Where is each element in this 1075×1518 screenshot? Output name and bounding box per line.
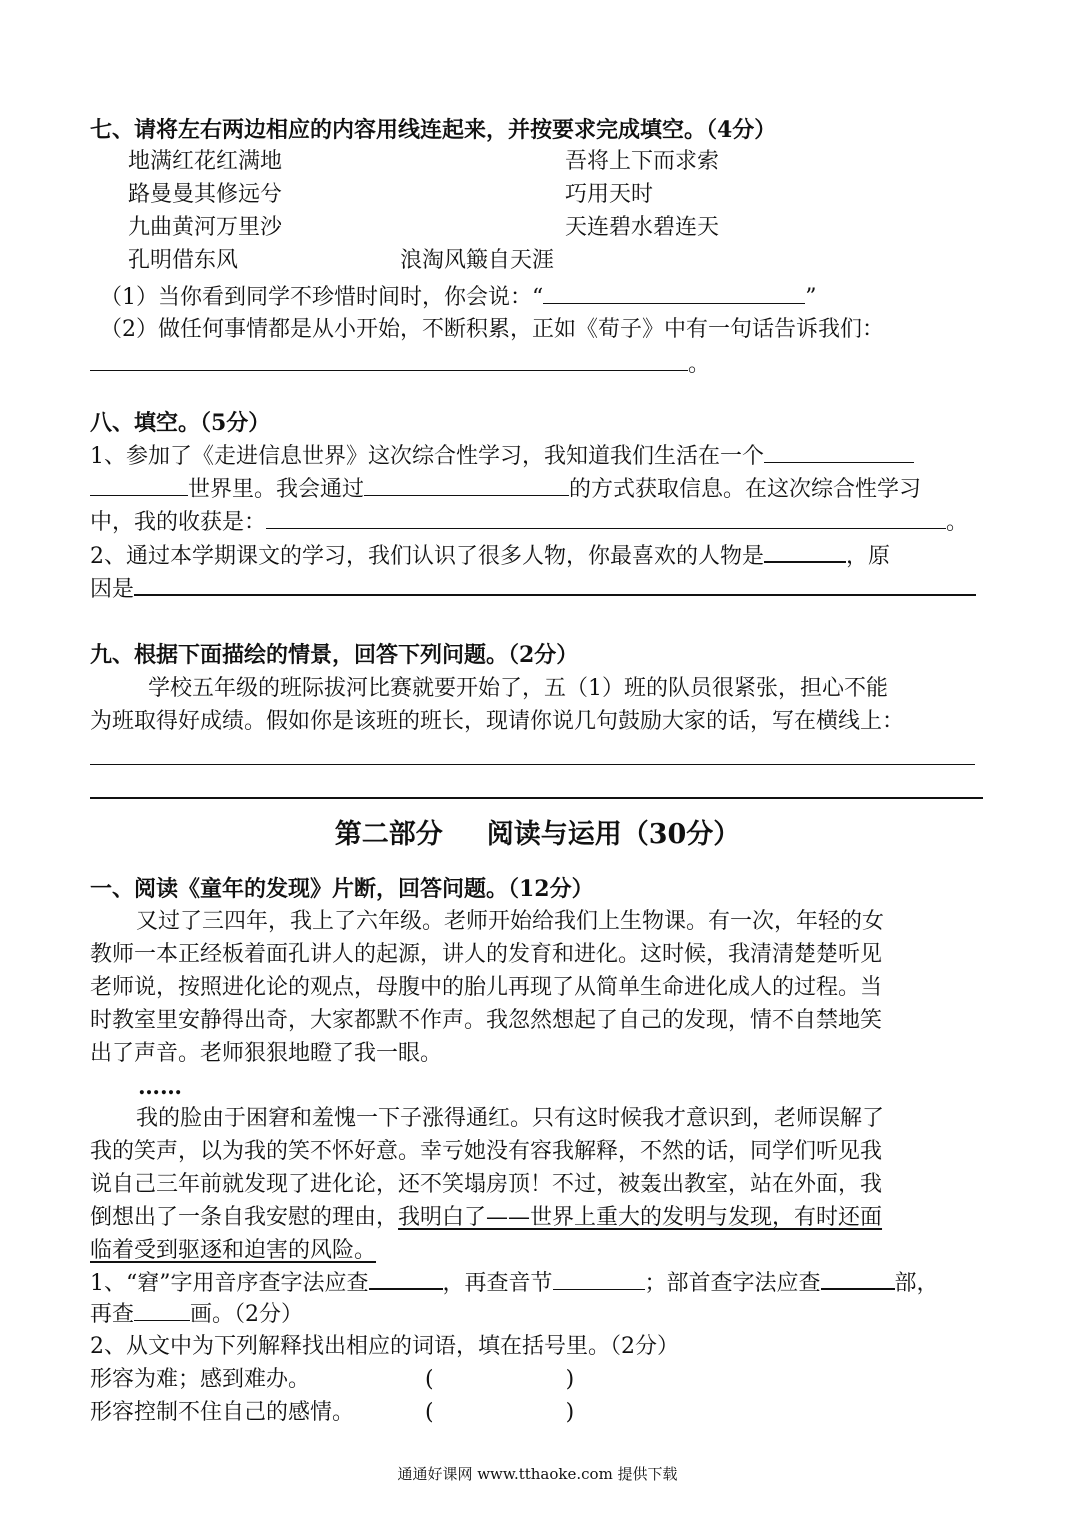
section9-answer-line-2[interactable] xyxy=(90,797,983,799)
reading1-q1-blank-radical[interactable] xyxy=(821,1268,895,1290)
reading1-underlined-sentence-a: 我明白了——世界上重大的发明与发现，有时还面 xyxy=(398,1205,883,1230)
reading1-q1-c: ；部首查字法应查 xyxy=(644,1271,821,1296)
reading1-para2-line1: 我的脸由于困窘和羞愧一下子涨得通红。只有这时候我才意识到，老师误解了 xyxy=(136,1106,885,1131)
reading1-def-1: 形容为难；感到难办。 xyxy=(90,1367,311,1392)
section7-q1-text: （1）当你看到同学不珍惜时间时，你会说：“ xyxy=(100,285,544,310)
section7-q2: （2）做任何事情都是从小开始，不断积累，正如《荀子》中有一句话告诉我们： xyxy=(100,317,884,342)
pair-right-4: 浪淘风簸自天涯 xyxy=(400,248,555,273)
pair-left-4: 孔明借东风 xyxy=(128,248,239,273)
section7-q1-close: ” xyxy=(805,285,817,310)
pair-right-2: 巧用天时 xyxy=(565,182,654,207)
reading1-def-1-paren[interactable]: ( ) xyxy=(425,1367,575,1392)
reading1-heading: 一、阅读《童年的发现》片断，回答问题。（12分） xyxy=(90,876,594,902)
section8-heading: 八、填空。（5分） xyxy=(90,410,271,436)
reading1-para1-line5: 出了声音。老师狠狠地瞪了我一眼。 xyxy=(90,1041,443,1066)
section8-blank-world-b[interactable] xyxy=(90,475,188,496)
reading1-q1-f: 画。（2分） xyxy=(190,1302,304,1327)
section7-q1 xyxy=(100,283,817,313)
reading1-underlined-sentence-b: 临着受到驱逐和迫害的风险。 xyxy=(90,1238,377,1263)
reading1-q1-blank-strokes[interactable] xyxy=(134,1300,190,1321)
section8-l2a: 世界里。我会通过 xyxy=(188,477,365,502)
pair-left-1: 地满红花红满地 xyxy=(128,149,283,174)
section8-l2b: 的方式获取信息。在这次综合性学习 xyxy=(569,477,922,502)
section8-blank-harvest[interactable] xyxy=(266,508,946,529)
section8-l3-end: 。 xyxy=(946,510,969,535)
reading1-para2-line3: 说自己三年前就发现了进化论，还不笑塌房顶！不过，被轰出教室，站在外面，我 xyxy=(90,1172,883,1197)
part2-title xyxy=(0,818,1075,852)
reading1-q1-blank-syllable[interactable] xyxy=(553,1269,645,1290)
section8-line4 xyxy=(90,541,890,572)
reading1-def-2-paren[interactable]: ( ) xyxy=(425,1400,575,1425)
reading1-para1-line3: 老师说，按照进化论的观点，母腹中的胎儿再现了从简单生命进化成人的过程。当 xyxy=(90,975,883,1000)
reading1-para1-line4: 时教室里安静得出奇，大家都默不作声。我忽然想起了自己的发现，情不自禁地笑 xyxy=(90,1008,883,1033)
section8-l4b: ，原 xyxy=(846,544,891,569)
reading1-para2-line2: 我的笑声，以为我的笑不怀好意。幸亏她没有容我解释，不然的话，同学们听见我 xyxy=(90,1139,883,1164)
section8-line3 xyxy=(90,508,968,538)
pair-left-3: 九曲黄河万里沙 xyxy=(128,215,283,240)
reading1-q1-blank-letter[interactable] xyxy=(369,1268,443,1290)
section9-answer-line-1[interactable] xyxy=(90,764,975,765)
reading1-def-2: 形容控制不住自己的感情。 xyxy=(90,1400,355,1425)
section7-q2-end: 。 xyxy=(688,352,711,377)
section7-q2-blank[interactable] xyxy=(90,350,688,371)
section7-q2-answer xyxy=(90,350,710,380)
reading1-ellipsis: …… xyxy=(138,1074,182,1100)
pair-right-3: 天连碧水碧连天 xyxy=(565,215,720,240)
footer-source: 通通好课网 www.tthaoke.com 提供下载 xyxy=(397,1465,678,1483)
section8-blank-method[interactable] xyxy=(364,475,569,496)
reading1-para2-l4a: 倒想出了一条自我安慰的理由， xyxy=(90,1205,399,1230)
reading1-q2: 2、从文中为下列解释找出相应的词语，填在括号里。（2分） xyxy=(90,1334,679,1359)
reading1-para1-line1: 又过了三四年，我上了六年级。老师开始给我们上生物课。有一次，年轻的女 xyxy=(136,909,885,934)
section8-l5: 因是 xyxy=(90,577,135,602)
reading1-para1-line2: 教师一本正经板着面孔讲人的起源，讲人的发育和进化。这时候，我清清楚楚听见 xyxy=(90,942,883,967)
reading1-q1-b: ，再查音节 xyxy=(442,1271,553,1296)
pair-right-1: 吾将上下而求索 xyxy=(565,149,720,174)
reading1-q1-line1 xyxy=(90,1268,939,1299)
section9-p1: 学校五年级的班际拔河比赛就要开始了，五（1）班的队员很紧张，担心不能 xyxy=(148,676,888,701)
part2-title-sub: 阅读与运用（30分） xyxy=(486,819,741,850)
section8-line5 xyxy=(90,574,976,605)
reading1-q1-e: 再查 xyxy=(90,1302,135,1327)
section7-q1-blank[interactable] xyxy=(543,283,805,304)
section8-l4a: 2、通过本学期课文的学习，我们认识了很多人物，你最喜欢的人物是 xyxy=(90,544,764,569)
section9-heading: 九、根据下面描绘的情景，回答下列问题。（2分） xyxy=(90,642,579,668)
part2-title-main: 第二部分 xyxy=(334,819,443,850)
reading1-q1-d: 部， xyxy=(894,1271,939,1296)
pair-left-2: 路曼曼其修远兮 xyxy=(128,182,283,207)
section8-blank-world-a[interactable] xyxy=(764,442,914,463)
reading1-q1-a: 1、“窘”字用音序查字法应查 xyxy=(90,1271,369,1296)
section8-line1 xyxy=(90,442,914,472)
section8-blank-reason[interactable] xyxy=(134,574,976,596)
reading1-para2-line4 xyxy=(90,1203,882,1233)
section8-l1-text: 1、参加了《走进信息世界》这次综合性学习，我知道我们生活在一个 xyxy=(90,444,764,469)
reading1-q1-line2 xyxy=(90,1300,303,1330)
section9-p2: 为班取得好成绩。假如你是该班的班长，现请你说几句鼓励大家的话，写在横线上： xyxy=(90,709,905,734)
section8-blank-person[interactable] xyxy=(764,541,846,563)
section8-l3: 中，我的收获是： xyxy=(90,510,267,535)
section8-line2 xyxy=(90,475,921,505)
section7-heading: 七、请将左右两边相应的内容用线连起来，并按要求完成填空。（4分） xyxy=(90,117,777,143)
